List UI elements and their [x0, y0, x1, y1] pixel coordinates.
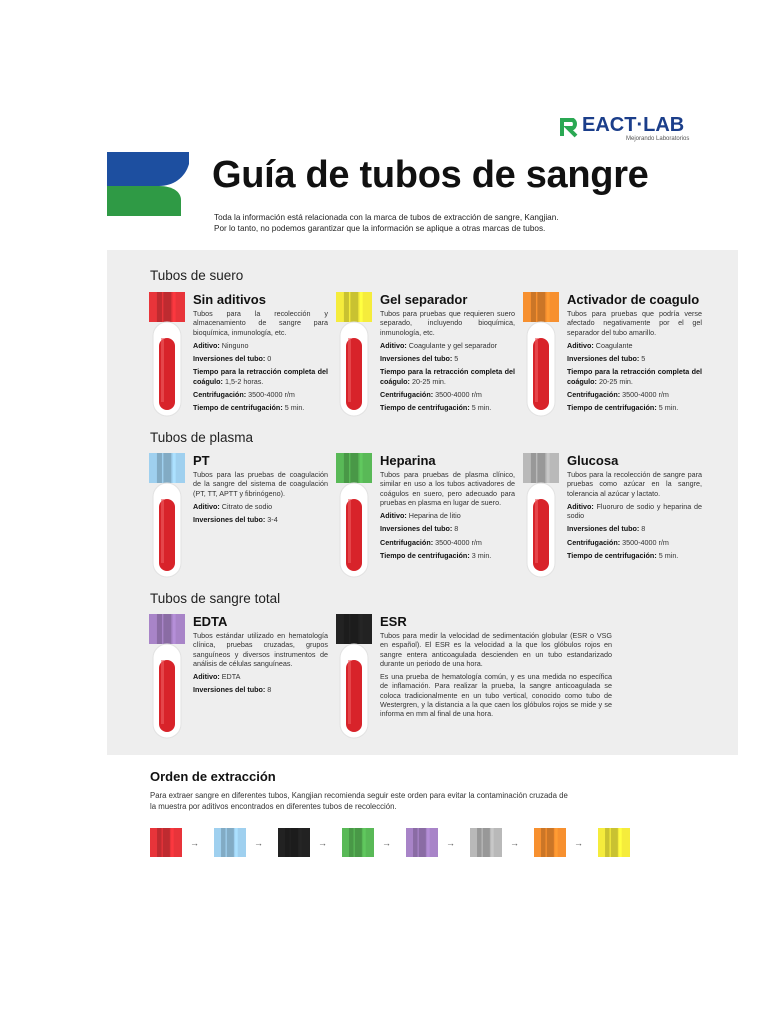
lightblue-tube-icon	[149, 453, 185, 581]
black-cap-icon	[278, 828, 310, 857]
gray-tube-icon	[523, 453, 559, 581]
tube-name: Activador de coagulo	[567, 292, 700, 307]
section-title-plasma: Tubos de plasma	[150, 430, 254, 445]
header-banner	[107, 152, 189, 216]
yellow-tube-icon	[336, 292, 372, 420]
green-tube-icon	[336, 453, 372, 581]
section-title-total: Tubos de sangre total	[150, 591, 281, 606]
red-cap-icon	[150, 828, 182, 857]
tube-name: Sin aditivos	[193, 292, 266, 307]
tube-name: EDTA	[193, 614, 228, 629]
order-sequence	[150, 828, 640, 860]
arrow-icon: →	[510, 838, 519, 848]
arrow-icon: →	[190, 838, 199, 848]
tube-name: PT	[193, 453, 210, 468]
section-title-suero: Tubos de suero	[150, 268, 244, 283]
brand-name: EACT·LAB	[582, 114, 685, 136]
brand-tagline: Mejorando Laboratorios	[626, 136, 690, 142]
yellow-cap-icon	[598, 828, 630, 857]
arrow-icon: →	[446, 838, 455, 848]
arrow-icon: →	[318, 838, 327, 848]
brand-logo-icon	[560, 116, 582, 138]
intro-text: Toda la información está relacionada con la marca de tubos de extracción de sangre, Kangjian. Por lo tanto, no podemos garantizar que la información se aplique a otras marcas de tubos.	[214, 213, 559, 233]
green-cap-icon	[342, 828, 374, 857]
tube-name: Heparina	[380, 453, 436, 468]
page-title: Guía de tubos de sangre	[212, 154, 649, 196]
tube-name: ESR	[380, 614, 407, 629]
gray-cap-icon	[470, 828, 502, 857]
arrow-icon: →	[254, 838, 263, 848]
red-tube-icon	[149, 292, 185, 420]
black-tube-icon	[336, 614, 372, 742]
tube-name: Glucosa	[567, 453, 619, 468]
purple-cap-icon	[406, 828, 438, 857]
orange-tube-icon	[523, 292, 559, 420]
arrow-icon: →	[382, 838, 391, 848]
arrow-icon: →	[574, 838, 583, 848]
tube-name: Gel separador	[380, 292, 468, 307]
purple-tube-icon	[149, 614, 185, 742]
order-text: Para extraer sangre en diferentes tubos, Kangjian recomienda seguir este orden para evitar la contaminación cruzada de la muestra por aditivos encontrados en diferentes tubos de recolección.	[150, 791, 568, 811]
orange-cap-icon	[534, 828, 566, 857]
order-title: Orden de extracción	[150, 769, 276, 784]
lightblue-cap-icon	[214, 828, 246, 857]
